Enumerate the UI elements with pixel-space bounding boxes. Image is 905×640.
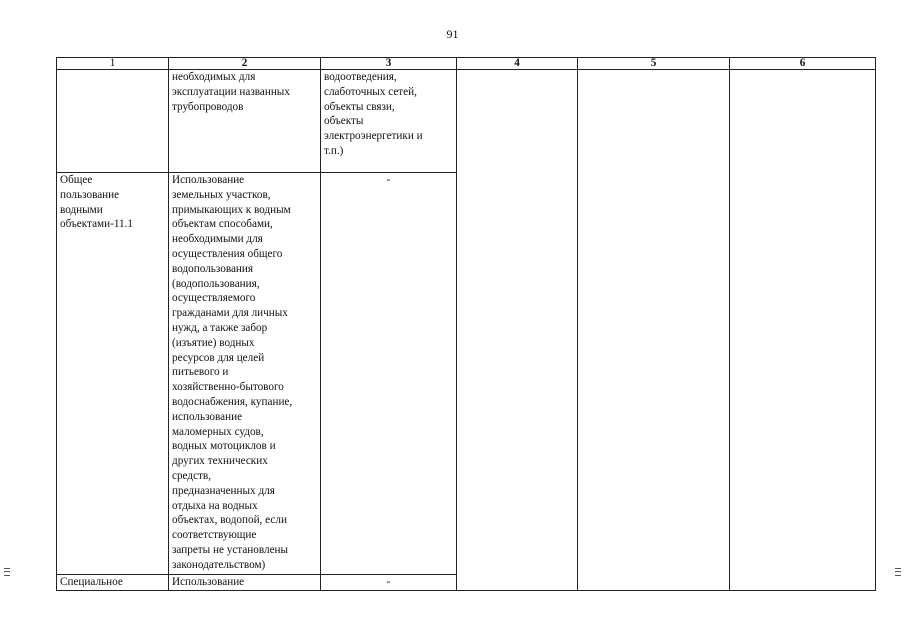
cell-use-code-notes: -	[321, 173, 457, 575]
page-number: 91	[446, 27, 459, 41]
cell-use-code-notes: -	[321, 575, 457, 591]
table-header-row	[57, 58, 876, 70]
left-margin-mark	[4, 568, 10, 576]
cell-col-5-empty	[578, 70, 730, 591]
cell-use-name: Специальное	[57, 575, 169, 591]
cell-col-6-empty	[730, 70, 876, 591]
header-col-3: 3	[321, 58, 457, 70]
header-col-6: 6	[730, 58, 876, 70]
cell-use-description: Использование	[169, 575, 321, 591]
right-margin-mark	[895, 568, 901, 576]
table-row	[57, 70, 876, 173]
header-col-1: 1	[57, 58, 169, 70]
cell-use-description: необходимых для эксплуатации названных трубопроводов	[169, 70, 321, 173]
cell-use-name: Общее пользование водными объектами-11.1	[57, 173, 169, 575]
header-col-5: 5	[578, 58, 730, 70]
header-col-4: 4	[457, 58, 578, 70]
cell-use-description: Использование земельных участков, примыкающих к водным объектам способами, необходимыми для осуществления общего водопользования (водопользования, осуществляемого гражданами для личных нужд, а также забор (изъятие) водных ресурсов для целей питьевого и хозяйственно-бытового водоснабжения, купание, использование маломерных судов, водных мотоциклов и других технических средств, предназначенных для отдыха на водных объектах, водопой, если соответствующие запреты не установлены законодательством)	[169, 173, 321, 575]
cell-use-code-notes: водоотведения, слаботочных сетей, объекты связи, объекты электроэнергетики и т.п.)	[321, 70, 457, 173]
cell-use-name	[57, 70, 169, 173]
cell-col-4-empty	[457, 70, 578, 591]
header-col-2: 2	[169, 58, 321, 70]
land-use-table	[56, 57, 876, 591]
